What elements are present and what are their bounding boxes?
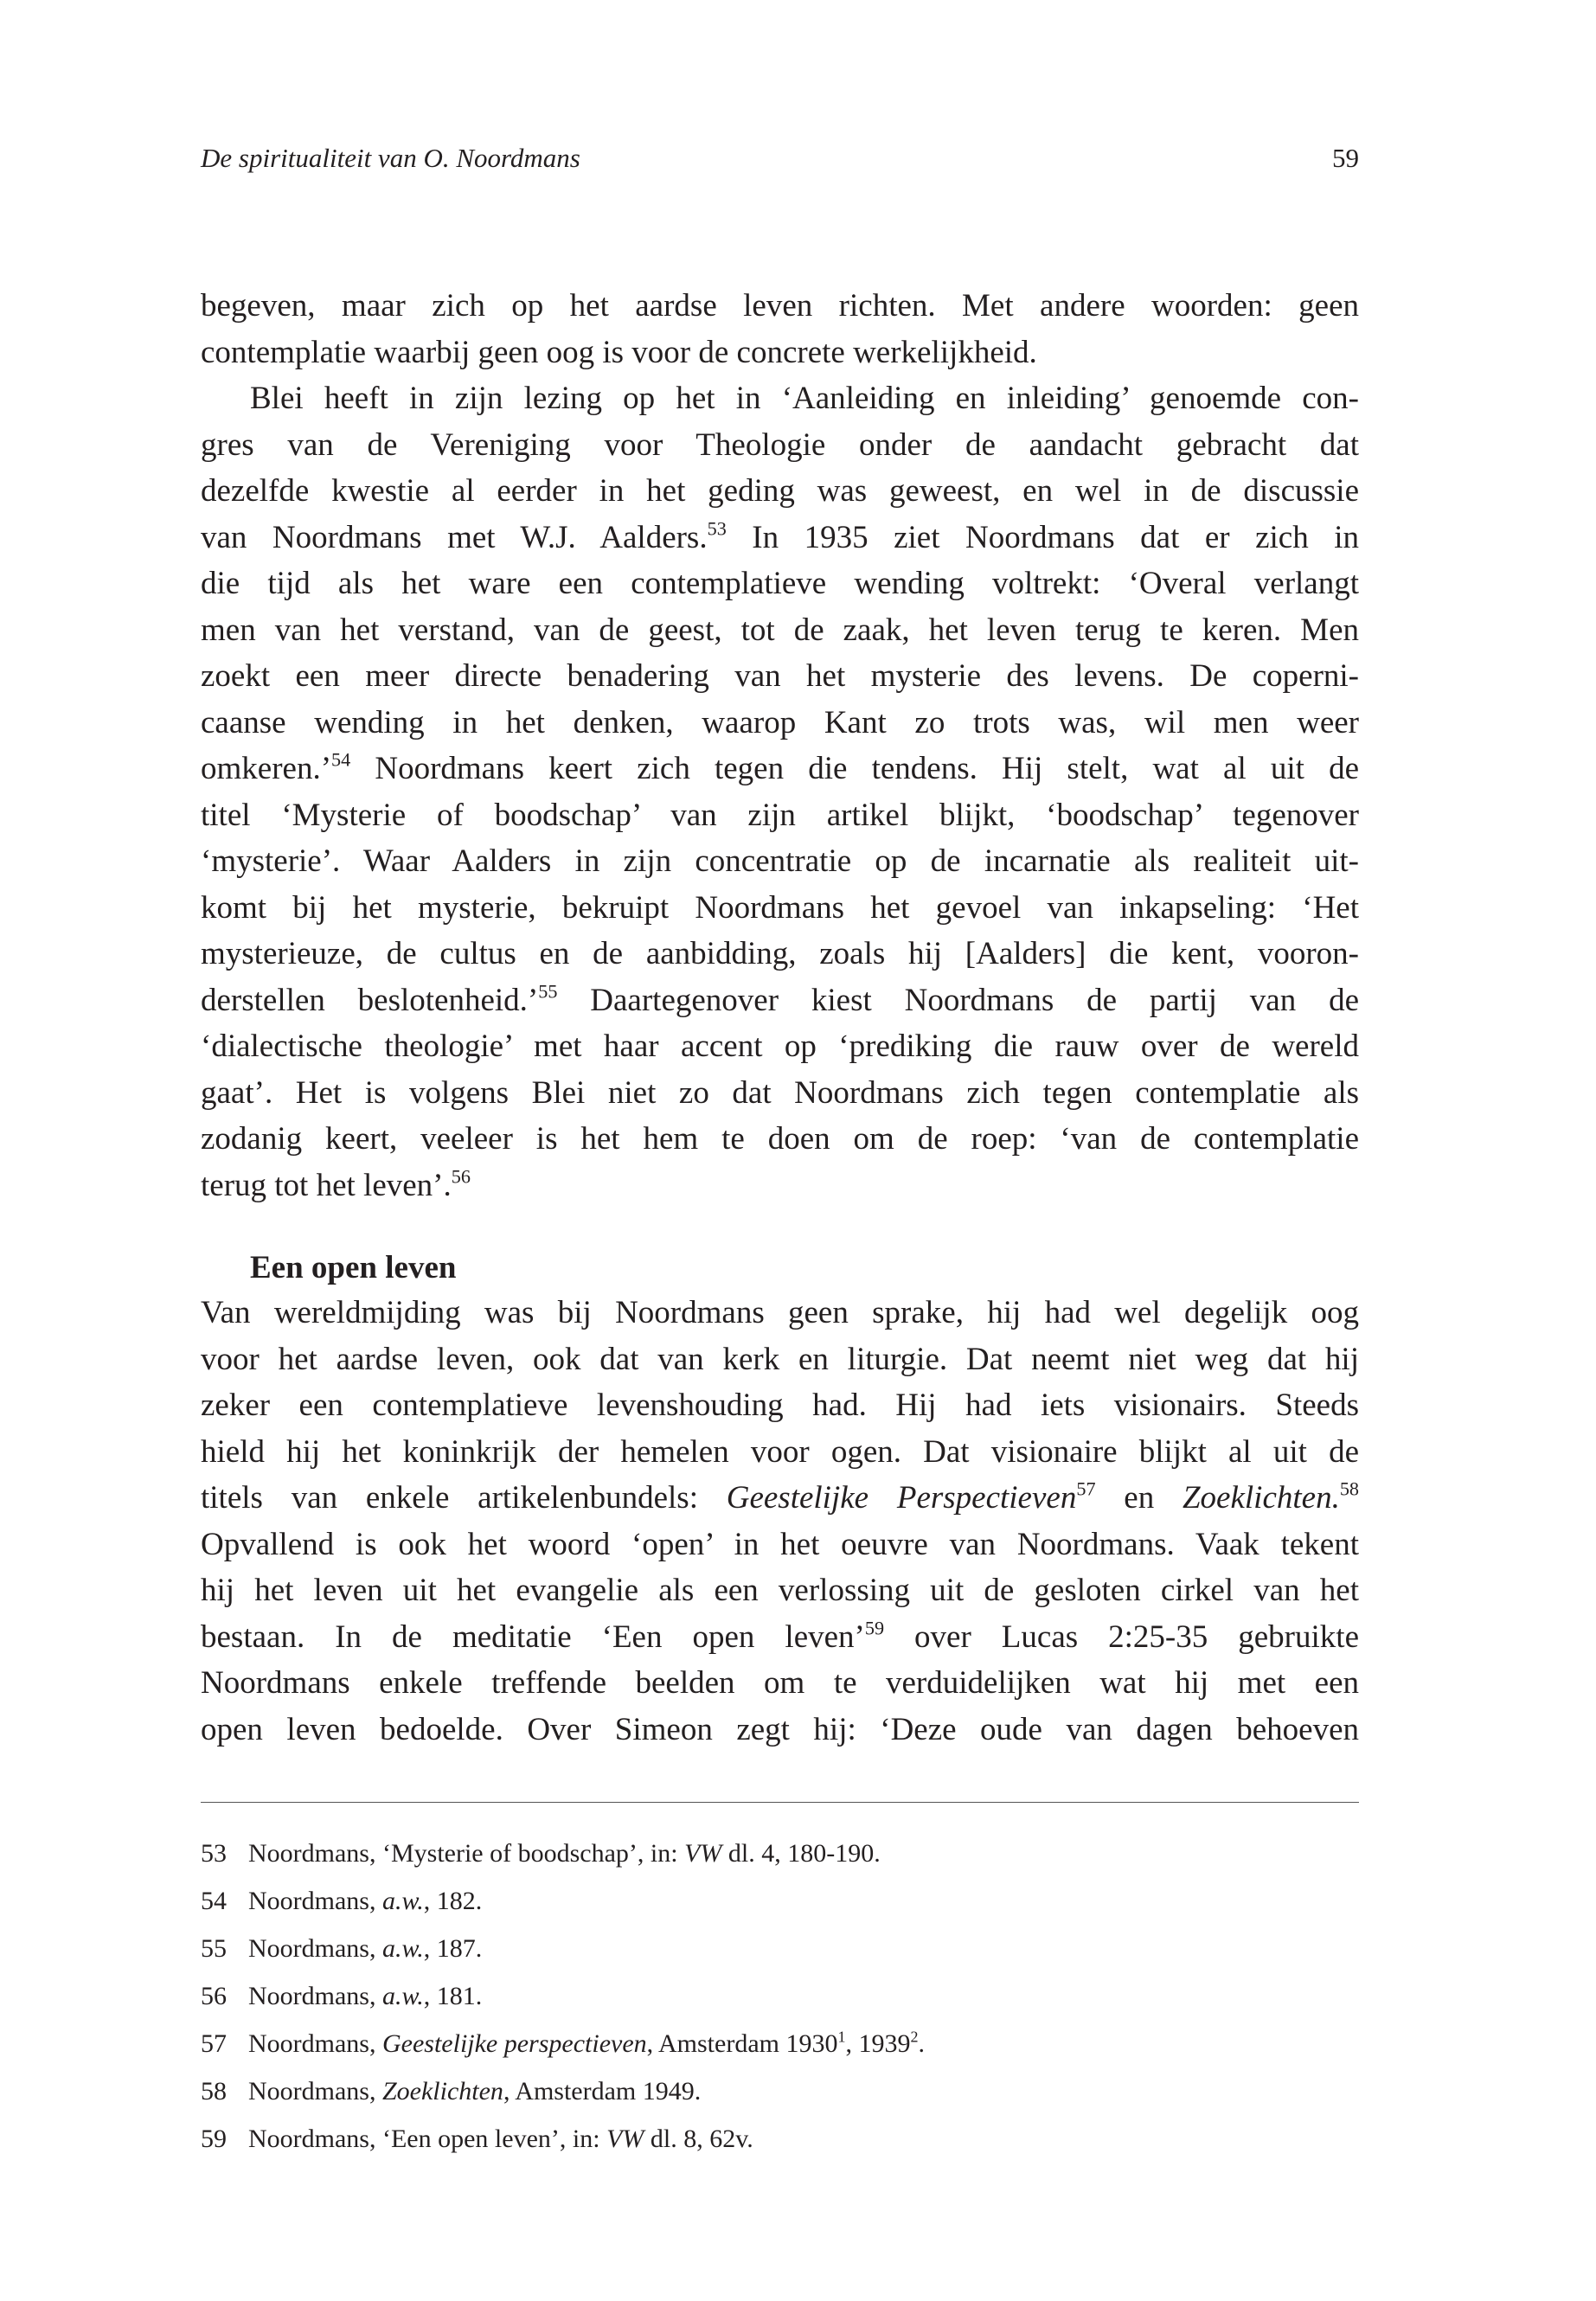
text-line	[201, 885, 1359, 932]
text-run: dezelfde kwestie al eerder in het geding was geweest, en wel in de discussie	[201, 473, 1359, 509]
text-line	[201, 1475, 1359, 1522]
footnote-number: 57	[201, 2029, 227, 2058]
footnote-number: 54	[201, 1887, 227, 1915]
text-line	[201, 1382, 1359, 1429]
text-run: , Amsterdam 1930	[646, 2029, 838, 2058]
text-run: zeker een contemplatieve levenshouding had. Hij had iets visionairs. Steeds	[201, 1388, 1359, 1423]
text-run: , 182.	[423, 1887, 483, 1915]
footnote	[201, 2067, 925, 2115]
text-run: mysterieuze, de cultus en de aanbidding, zoals hij [Aalders] die kent, vooron-	[201, 936, 1359, 971]
footnote-ref[interactable]: 57	[1076, 1477, 1096, 1500]
text-run: ‘mysterie’. Waar Aalders in zijn concentratie op de incarnatie als realiteit uit-	[201, 843, 1359, 879]
text-run: begeven, maar zich op het aardse leven richten. Met andere woorden: geen	[201, 288, 1359, 324]
text-line	[201, 1023, 1359, 1070]
text-line	[201, 1290, 1359, 1336]
body-section-2	[201, 1290, 1359, 1753]
text-run: hield hij het koninkrijk der hemelen voor ogen. Dat visionaire blijkt al uit de	[201, 1433, 1359, 1470]
text-line	[201, 1522, 1359, 1568]
text-line	[201, 1660, 1359, 1707]
footnote-number: 55	[201, 1934, 227, 1963]
text-line	[201, 653, 1359, 700]
text-line	[201, 561, 1359, 607]
text-run: Zoeklichten	[381, 2077, 503, 2106]
text-line	[201, 330, 1359, 376]
text-run: Van wereldmijding was bij Noordmans geen sprake, hij had wel degelijk oog	[201, 1295, 1359, 1330]
page-number: 59	[1332, 143, 1359, 173]
text-line	[201, 515, 1359, 561]
text-line	[201, 1707, 1359, 1753]
text-run: ‘dialectische theologie’ met haar accent op ‘prediking die rauw over de wereld	[201, 1029, 1359, 1064]
text-line	[201, 1429, 1359, 1476]
footnote-number: 59	[201, 2125, 227, 2153]
text-run: , 181.	[423, 1982, 483, 2010]
text-run: Noordmans,	[248, 2029, 382, 2058]
text-run: Daartegenover kiest Noordmans de partij van de	[557, 982, 1359, 1018]
text-run: komt bij het mysterie, bekruipt Noordmans het gevoel van inkapseling: ‘Het	[201, 889, 1359, 926]
text-line	[201, 1614, 1359, 1661]
footnote-ref[interactable]: 2	[910, 2028, 919, 2046]
text-run: voor het aardse leven, ook dat van kerk en liturgie. Dat neemt niet weg dat hij	[201, 1341, 1359, 1377]
text-run: en	[1095, 1480, 1183, 1516]
text-run: gres van de Vereniging voor Theologie onder de aandacht gebracht dat	[201, 426, 1359, 463]
text-run: Blei heeft in zijn lezing op het in ‘Aanleiding en inleiding’ genoemde con-	[250, 381, 1359, 416]
text-run: dl. 8, 62v.	[644, 2125, 753, 2153]
text-run: , Amsterdam 1949.	[503, 2077, 702, 2106]
text-run: omkeren.’	[201, 751, 332, 786]
text-run: Noordmans keert zich tegen die tendens. Hij stelt, wat al uit de	[350, 751, 1359, 786]
text-run: hij het leven uit het evangelie als een verlossing uit de gesloten cirkel van het	[201, 1573, 1359, 1608]
text-line	[201, 700, 1359, 747]
text-run: gaat’. Het is volgens Blei niet zo dat Noordmans zich tegen contemplatie als	[201, 1074, 1359, 1111]
text-line	[201, 607, 1359, 654]
text-run: VW	[684, 1839, 722, 1868]
text-run: a.w.	[381, 1887, 424, 1915]
text-run: a.w.	[381, 1934, 424, 1963]
text-run: van Noordmans met W.J. Aalders.	[201, 519, 708, 555]
footnote-ref[interactable]: 56	[451, 1165, 471, 1188]
text-run: contemplatie waarbij geen oog is voor de concrete werkelijkheid.	[201, 334, 1037, 370]
footnote-ref[interactable]: 58	[1339, 1477, 1360, 1500]
text-run: Noordmans, ‘Een open leven’, in:	[248, 2125, 607, 2153]
footnote-ref[interactable]: 53	[707, 517, 727, 540]
footnote-number: 53	[201, 1839, 227, 1868]
text-run: derstellen beslotenheid.’	[201, 982, 539, 1018]
text-line	[201, 746, 1359, 792]
footnote	[201, 1925, 925, 1972]
text-run: die tijd als het ware een contemplatieve wending voltrekt: ‘Overal verlangt	[201, 566, 1359, 601]
text-line	[201, 838, 1359, 885]
footnote-ref[interactable]: 59	[864, 1617, 885, 1639]
footnote-number: 58	[201, 2077, 227, 2106]
footnote	[201, 1877, 925, 1925]
text-line	[201, 468, 1359, 515]
text-line	[201, 375, 1359, 422]
text-run: zoekt een meer directe benadering van het mysterie des levens. De coperni-	[201, 658, 1359, 694]
footnote	[201, 1972, 925, 2020]
section-heading: Een open leven	[250, 1250, 457, 1285]
footnote-ref[interactable]: 54	[331, 748, 351, 771]
text-line	[201, 1116, 1359, 1163]
footnote-divider	[201, 1802, 1359, 1803]
body-section-1	[201, 283, 1359, 1208]
text-run: Noordmans,	[248, 1887, 382, 1915]
footnotes	[201, 1830, 925, 2163]
text-run: men van het verstand, van de geest, tot de zaak, het leven terug te keren. Men	[201, 612, 1359, 648]
text-run: dl. 4, 180-190.	[721, 1839, 881, 1868]
text-line	[201, 1567, 1359, 1614]
footnote-ref[interactable]: 1	[837, 2028, 846, 2046]
text-run: In 1935 ziet Noordmans dat er zich in	[726, 519, 1360, 555]
text-run: over Lucas 2:25-35 gebruikte	[884, 1618, 1359, 1655]
text-run: caanse wending in het denken, waarop Kant zo trots was, wil men weer	[201, 704, 1359, 740]
text-run: open leven bedoelde. Over Simeon zegt hij: ‘Deze oude van dagen behoeven	[201, 1711, 1359, 1747]
text-run: Geestelijke perspectieven	[381, 2029, 647, 2058]
text-run: Geestelijke Perspectieven	[726, 1480, 1077, 1516]
running-title: De spiritualiteit van O. Noordmans	[201, 143, 580, 173]
footnote	[201, 1830, 925, 1877]
text-run: Opvallend is ook het woord ‘open’ in het oeuvre van Noordmans. Vaak tekent	[201, 1526, 1359, 1562]
text-line	[201, 283, 1359, 330]
text-line	[201, 1163, 1359, 1209]
footnote-number: 56	[201, 1982, 227, 2010]
text-line	[201, 977, 1359, 1024]
footnote	[201, 2020, 925, 2067]
text-run: a.w.	[381, 1982, 424, 2010]
text-run: .	[918, 2029, 925, 2058]
text-run: titels van enkele artikelenbundels:	[201, 1480, 727, 1516]
text-line	[201, 792, 1359, 839]
text-run: Noordmans,	[248, 2077, 382, 2106]
text-line	[201, 422, 1359, 469]
text-run: zodanig keert, veeleer is het hem te doen om de roep: ‘van de contemplatie	[201, 1121, 1359, 1157]
text-run: Noordmans,	[248, 1982, 382, 2010]
text-line	[201, 931, 1359, 977]
text-run: titel ‘Mysterie of boodschap’ van zijn artikel blijkt, ‘boodschap’ tegenover	[201, 797, 1359, 833]
text-line	[201, 1070, 1359, 1117]
footnote-ref[interactable]: 55	[538, 980, 558, 1003]
text-run: bestaan. In de meditatie ‘Een open leven’	[201, 1618, 865, 1655]
text-line	[201, 1336, 1359, 1383]
text-run: , 187.	[423, 1934, 483, 1963]
text-run: Noordmans enkele treffende beelden om te verduidelijken wat hij met een	[201, 1665, 1359, 1701]
text-run: Noordmans,	[248, 1934, 382, 1963]
text-run: VW	[606, 2125, 644, 2153]
text-run: , 1939	[845, 2029, 911, 2058]
text-run: terug tot het leven’.	[201, 1167, 452, 1203]
text-run: Noordmans, ‘Mysterie of boodschap’, in:	[248, 1839, 685, 1868]
footnote	[201, 2115, 925, 2163]
text-run: Zoeklichten.	[1182, 1480, 1340, 1516]
